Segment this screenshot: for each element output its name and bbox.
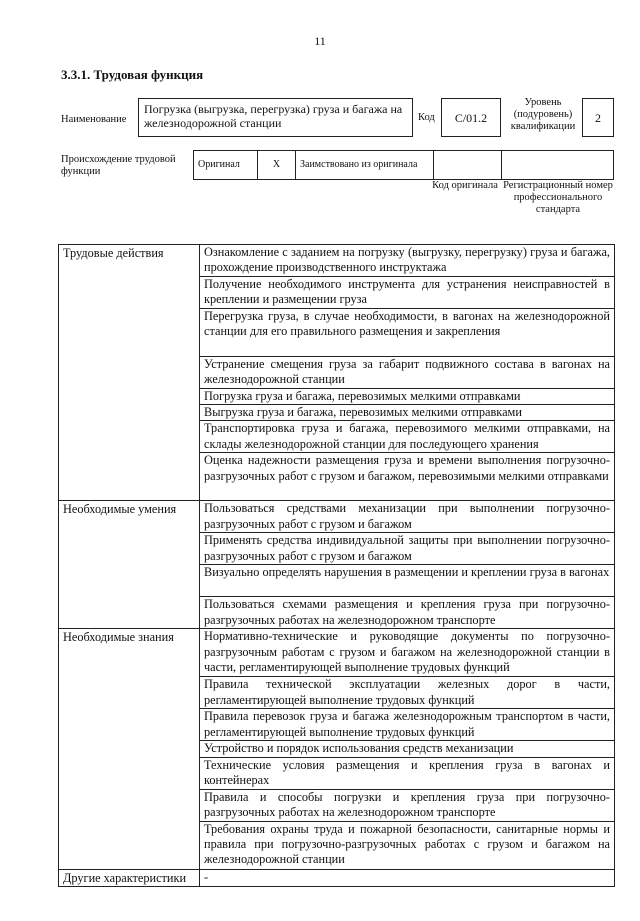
level-label: Уровень (подуровень) квалификации: [510, 97, 576, 132]
category-cell: Другие характеристики: [59, 869, 200, 886]
original-label: Оригинал: [194, 151, 258, 180]
description-cell: Правила перевозок груза и багажа железнодорожным транспортом в части, регламентирующей выполнение трудовых функций: [200, 709, 615, 741]
description-cell: Технические условия размещения и крепления груза в вагонах и контейнерах: [200, 757, 615, 789]
description-cell: Визуально определять нарушения в размещении и креплении груза в вагонах: [200, 565, 615, 597]
description-cell: Пользоваться средствами механизации при выполнении погрузочно-разгрузочных работ с грузом и багажом: [200, 501, 615, 533]
level-value: 2: [595, 111, 601, 125]
table-row: [59, 869, 615, 886]
caption-registration-number: Регистрационный номер профессионального стандарта: [503, 180, 613, 215]
description-cell: Устранение смещения груза за габарит подвижного состава в вагонах на железнодорожной станции: [200, 357, 615, 389]
page-number: 11: [314, 34, 326, 48]
description-cell: Перегрузка груза, в случае необходимости, в вагонах на железнодорожной станции для его правильного размещения и закрепления: [200, 309, 615, 357]
description-cell: Транспортировка груза и багажа, перевозимого мелкими отправками, на склады железнодорожной станции для последующего хранения: [200, 421, 615, 453]
description-cell: Ознакомление с заданием на погрузку (выгрузку, перегрузку) груза и багажа, прохождение производственного инструктажа: [200, 245, 615, 277]
description-cell: Нормативно-технические и руководящие документы по погрузочно-разгрузочным работам с грузом и багажом на железнодорожной станции в части, регламентирующей выполнение трудовых функций: [200, 629, 615, 677]
category-cell: Необходимые знания: [59, 629, 200, 869]
function-details-table: [58, 244, 615, 887]
function-details-body: [59, 245, 615, 887]
category-cell: Трудовые действия: [59, 245, 200, 501]
description-cell: Применять средства индивидуальной защиты при выполнении погрузочно-разгрузочных работ с грузом и багажом: [200, 533, 615, 565]
caption-original-code: Код оригинала: [432, 180, 498, 191]
table-row: [59, 629, 615, 677]
table-row: [59, 501, 615, 533]
code-label: Код: [418, 112, 435, 123]
name-label: Наименование: [61, 114, 127, 125]
description-cell: Требования охраны труда и пожарной безопасности, санитарные нормы и правила при погрузочно-разгрузочных работах с грузом и багажом на железнодорожной станции: [200, 821, 615, 869]
original-mark: X: [258, 151, 296, 180]
function-name: Погрузка (выгрузка, перегрузка) груза и багажа на железнодорожной станции: [144, 102, 403, 130]
description-cell: Оценка надежности размещения груза и времени выполнения погрузочно-разгрузочных работ с грузом и багажом, перевозимыми мелкими отправками: [200, 453, 615, 501]
description-cell: Устройство и порядок использования средств механизации: [200, 741, 615, 757]
section-title: 3.3.1. Трудовая функция: [61, 67, 204, 82]
origin-label: Происхождение трудовой функции: [61, 154, 176, 177]
description-cell: -: [200, 869, 615, 886]
origin-table: [193, 150, 614, 180]
borrowed-label: Заимствовано из оригинала: [296, 151, 434, 180]
table-row: [59, 245, 615, 277]
description-cell: Правила и способы погрузки и крепления груза при погрузочно-разгрузочных работах на железнодорожном транспорте: [200, 789, 615, 821]
description-cell: Выгрузка груза и багажа, перевозимых мелкими отправками: [200, 405, 615, 421]
description-cell: Правила технической эксплуатации железных дорог в части, регламентирующей выполнение трудовых функций: [200, 677, 615, 709]
code-box: [441, 98, 501, 137]
category-cell: Необходимые умения: [59, 501, 200, 629]
description-cell: Пользоваться схемами размещения и крепления груза при погрузочно-разгрузочных работах на железнодорожном транспорте: [200, 597, 615, 629]
description-cell: Погрузка груза и багажа, перевозимых мелкими отправками: [200, 389, 615, 405]
original-code-cell: [434, 151, 502, 180]
name-box: [138, 98, 413, 137]
code-value: С/01.2: [454, 111, 488, 125]
reg-number-cell: [502, 151, 614, 180]
description-cell: Получение необходимого инструмента для устранения неисправностей в креплении и размещении груза: [200, 277, 615, 309]
level-box: [582, 98, 614, 137]
